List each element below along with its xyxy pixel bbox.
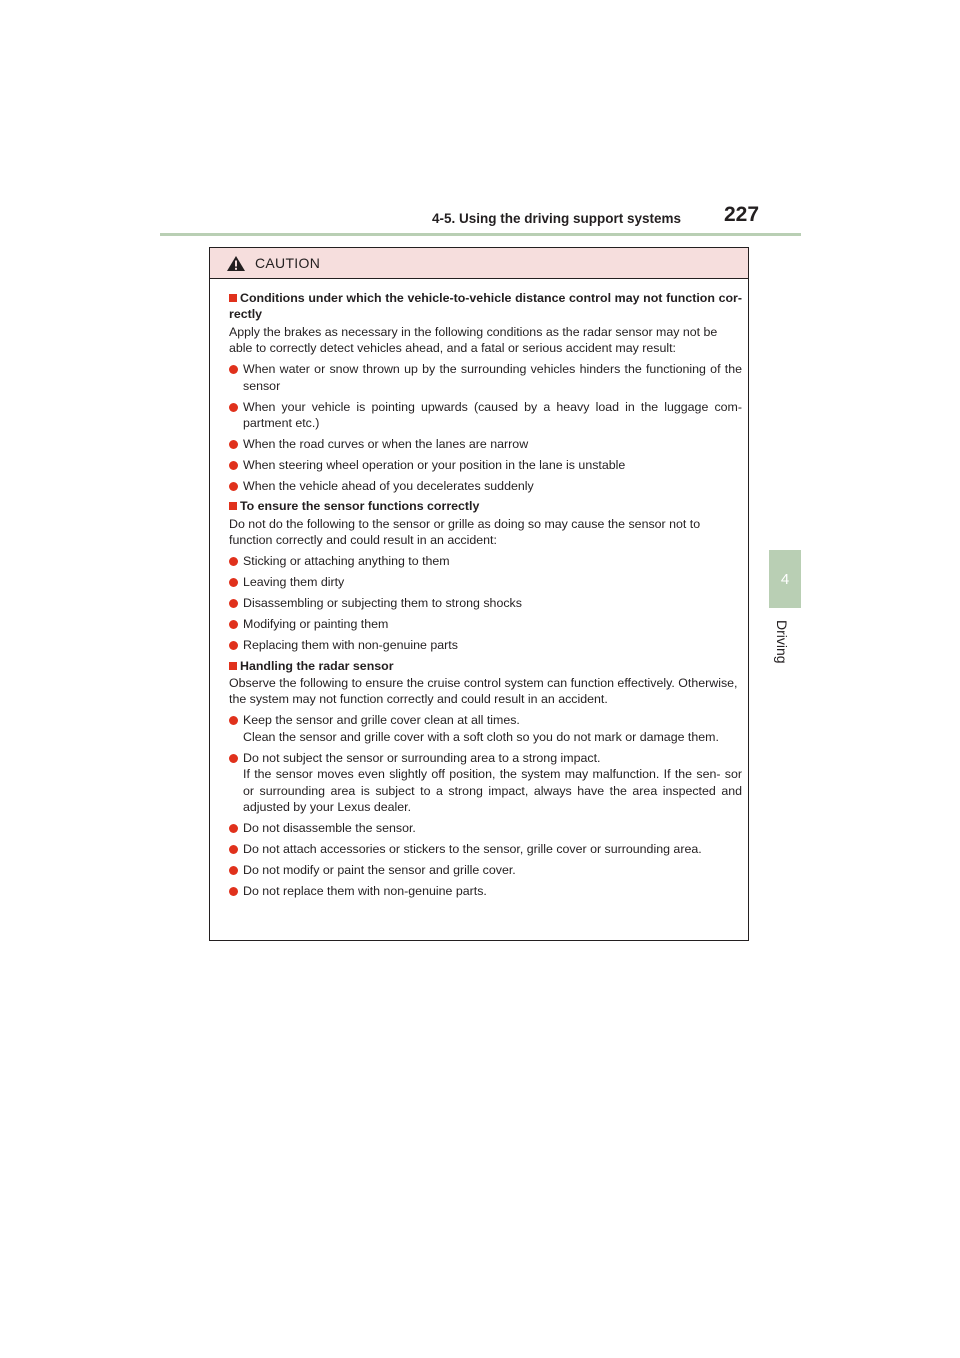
circle-bullet-icon xyxy=(229,754,238,763)
caution-section xyxy=(228,658,742,900)
circle-bullet-icon xyxy=(229,887,238,896)
page-number: 227 xyxy=(724,203,760,226)
list-item-text: When the vehicle ahead of you decelerates suddenly xyxy=(243,479,534,494)
list-item-text: Disassembling or subjecting them to strong shocks xyxy=(243,596,522,611)
circle-bullet-icon xyxy=(229,824,238,833)
section-title: 4-5. Using the driving support systems xyxy=(432,211,682,226)
header-divider xyxy=(160,233,801,236)
list-item xyxy=(228,883,742,899)
caution-header xyxy=(210,248,748,279)
list-item-text: Modifying or painting them xyxy=(243,617,389,632)
circle-bullet-icon xyxy=(229,866,238,875)
caution-heading: CAUTION xyxy=(255,255,321,271)
list-item xyxy=(228,841,742,857)
chapter-tab[interactable] xyxy=(769,550,801,608)
list-item xyxy=(228,712,742,745)
list-item-text: Do not disassemble the sensor. xyxy=(243,821,416,836)
list-item xyxy=(228,616,742,632)
list-item-text: Leaving them dirty xyxy=(243,575,345,590)
caution-section-intro: Do not do the following to the sensor or grille as doing so may cause the sensor not to function correctly and could result in an accident: xyxy=(229,516,701,548)
circle-bullet-icon xyxy=(229,482,238,491)
caution-section xyxy=(228,498,742,653)
caution-section-title-text: Conditions under which the vehicle-to-vehicle distance control may not function cor- rectly xyxy=(229,291,742,322)
list-item-text: Keep the sensor and grille cover clean at all times. xyxy=(243,713,520,728)
chapter-number: 4 xyxy=(780,570,790,588)
circle-bullet-icon xyxy=(229,461,238,470)
circle-bullet-icon xyxy=(229,845,238,854)
circle-bullet-icon xyxy=(229,557,238,566)
list-item xyxy=(228,595,742,611)
circle-bullet-icon xyxy=(229,620,238,629)
list-item xyxy=(228,820,742,836)
caution-section xyxy=(228,290,742,494)
caution-section-title xyxy=(228,658,742,674)
circle-bullet-icon xyxy=(229,403,238,412)
list-item-text: Do not subject the sensor or surrounding area to a strong impact. xyxy=(243,750,601,765)
list-item-text: Do not modify or paint the sensor and grille cover. xyxy=(243,863,516,878)
caution-section-title xyxy=(228,290,742,323)
list-item-text: When the road curves or when the lanes are narrow xyxy=(243,437,529,452)
list-item-text: Do not attach accessories or stickers to the sensor, grille cover or surrounding area. xyxy=(243,842,702,857)
list-item xyxy=(228,436,742,452)
list-item xyxy=(228,553,742,569)
list-item-text: When steering wheel operation or your position in the lane is unstable xyxy=(243,458,626,473)
square-bullet-icon xyxy=(229,294,237,302)
circle-bullet-icon xyxy=(229,641,238,650)
list-item xyxy=(228,862,742,878)
square-bullet-icon xyxy=(229,502,237,510)
caution-section-intro: Apply the brakes as necessary in the following conditions as the radar sensor may not be able to correctly detect vehicles ahead, and a fatal or serious accident may result: xyxy=(229,324,718,356)
list-item-detail: If the sensor moves even slightly off position, the system may malfunction. If the sen- sor or surrounding area is subject to a strong impact, always have the area inspected and adjusted by your Lexus dealer. xyxy=(243,767,742,815)
caution-section-title xyxy=(228,498,742,514)
list-item-text: When water or snow thrown up by the surrounding vehicles hinders the functioning of the sensor xyxy=(243,362,742,393)
square-bullet-icon xyxy=(229,662,237,670)
caution-section-title-text: To ensure the sensor functions correctly xyxy=(240,499,480,514)
list-item xyxy=(228,361,742,394)
caution-section-intro: Observe the following to ensure the cruise control system can function effectively. Otherwise, the system may not function correctly and could result in an accident. xyxy=(229,676,738,707)
list-item xyxy=(228,637,742,653)
list-item xyxy=(228,399,742,432)
list-item-text: Do not replace them with non-genuine parts. xyxy=(243,884,487,899)
list-item-text: When your vehicle is pointing upwards (caused by a heavy load in the luggage com- partment etc.) xyxy=(243,399,742,431)
caution-section-title-text: Handling the radar sensor xyxy=(240,658,394,673)
caution-body xyxy=(210,279,748,900)
list-item xyxy=(228,750,742,816)
circle-bullet-icon xyxy=(229,440,238,449)
circle-bullet-icon xyxy=(229,599,238,608)
list-item xyxy=(228,457,742,473)
list-item-text: Replacing them with non-genuine parts xyxy=(243,638,458,653)
circle-bullet-icon xyxy=(229,365,238,374)
circle-bullet-icon xyxy=(229,578,238,587)
caution-box xyxy=(209,247,749,941)
list-item-detail: Clean the sensor and grille cover with a soft cloth so you do not mark or damage them. xyxy=(243,729,719,744)
list-item-text: Sticking or attaching anything to them xyxy=(243,554,450,569)
chapter-label: Driving xyxy=(774,620,790,664)
warning-triangle-icon xyxy=(226,255,246,272)
list-item xyxy=(228,478,742,494)
circle-bullet-icon xyxy=(229,716,238,725)
list-item xyxy=(228,574,742,590)
